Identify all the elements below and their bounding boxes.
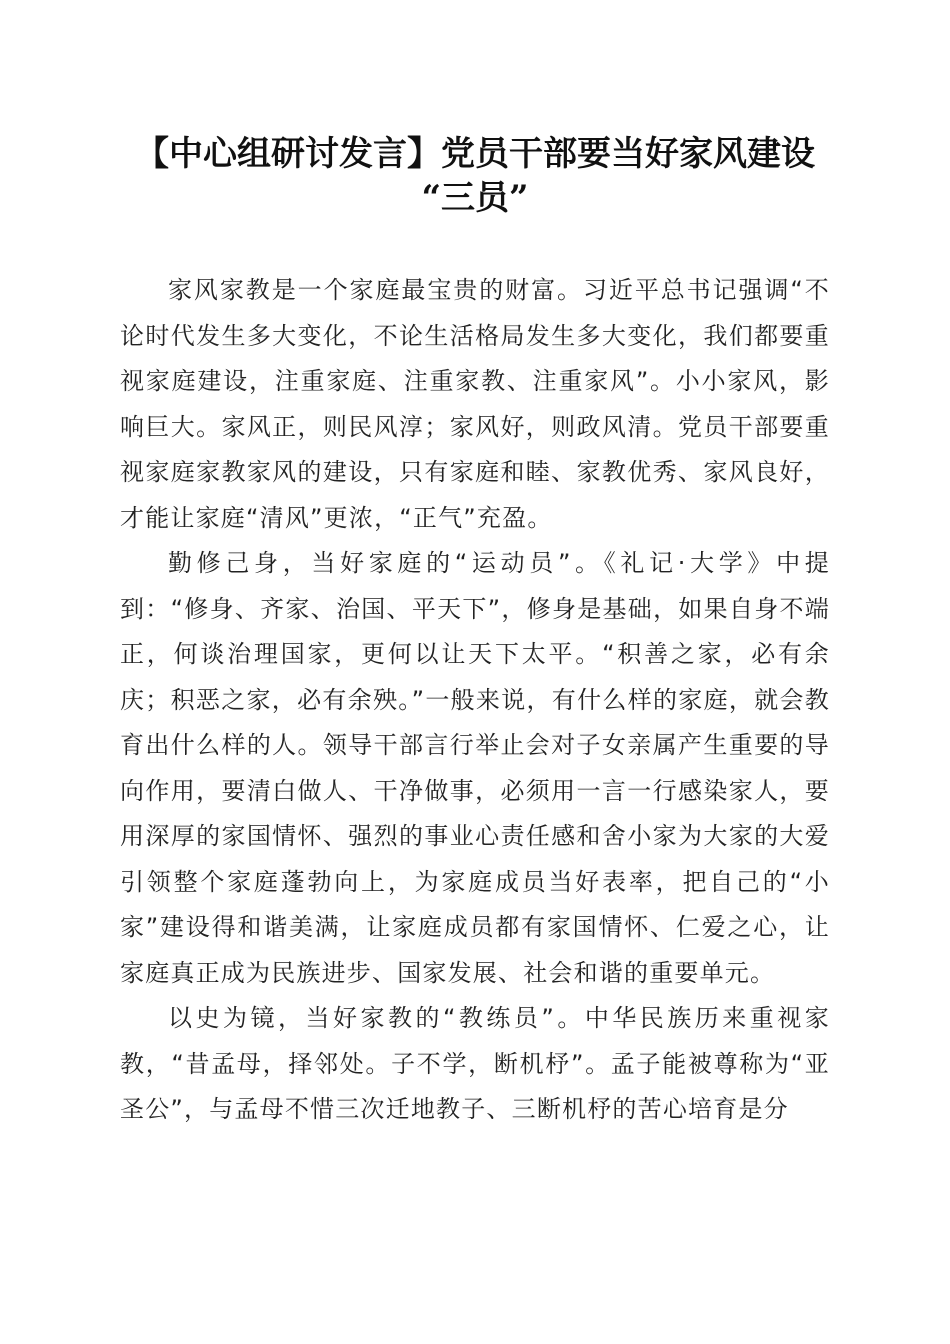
paragraph-athlete: 勤修己身，当好家庭的“运动员”。《礼记·大学》中提到：“修身、齐家、治国、平天下”，修身是基础，如果自身不端正，何谈治理国家，更何以让天下太平。“积善之家，必有余庆；积恶之家，必有余殃。”一般来说，有什么样的家庭，就会教育出什么样的人。领导干部言行举止会对子女亲属产生重要的导向作用，要清白做人、干净做事，必须用一言一行感染家人，要用深厚的家国情怀、强烈的事业心责任感和舍小家为大家的大爱引领整个家庭蓬勃向上，为家庭成员当好表率，把自己的“小家”建设得和谐美满，让家庭成员都有家国情怀、仁爱之心，让家庭真正成为民族进步、国家发展、社会和谐的重要单元。 [120, 549, 830, 987]
title-line-2: “三员” [421, 178, 529, 218]
document-title [110, 132, 840, 220]
document-body [120, 268, 830, 1133]
paragraph-coach: 以史为镜，当好家教的“教练员”。中华民族历来重视家教，“昔孟母，择邻处。子不学，断机杼”。孟子能被尊称为“亚圣公”，与孟母不惜三次迁地教子、三断机杼的苦心培育是分 [120, 1004, 830, 1123]
title-line-1: 【中心组研讨发言】党员干部要当好家风建设 [135, 134, 815, 174]
paragraph-intro: 家风家教是一个家庭最宝贵的财富。习近平总书记强调“不论时代发生多大变化，不论生活格局发生多大变化，我们都要重视家庭建设，注重家庭、注重家教、注重家风”。小小家风，影响巨大。家风正，则民风淳；家风好，则政风清。党员干部要重视家庭家教家风的建设，只有家庭和睦、家教优秀、家风良好，才能让家庭“清风”更浓，“正气”充盈。 [120, 276, 830, 532]
